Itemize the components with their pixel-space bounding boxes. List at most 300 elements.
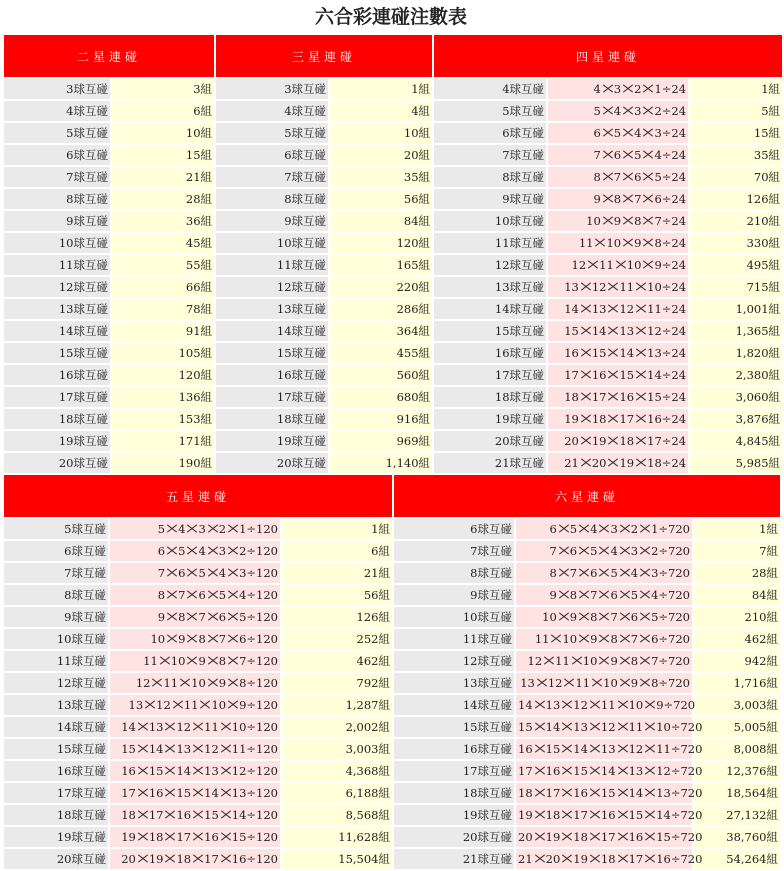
- five-star-count: 126組: [282, 607, 392, 629]
- six-star-balls: 21球互碰: [394, 849, 514, 871]
- six-star-formula: 7 6 5 4 3 2÷720: [516, 541, 692, 563]
- multiply-icon: [227, 612, 238, 622]
- table-row: [4, 629, 780, 651]
- multiply-icon: [164, 722, 175, 732]
- three-star-count: 969組: [330, 431, 432, 453]
- two-star-count: 78組: [112, 299, 214, 321]
- multiply-icon: [192, 766, 203, 776]
- five-star-balls: 13球互碰: [4, 695, 108, 717]
- table-row: [4, 189, 782, 211]
- five-star-count: 1,287組: [282, 695, 392, 717]
- table-row: [4, 167, 782, 189]
- four-star-balls: 13球互碰: [434, 277, 546, 299]
- five-star-count: 11,628組: [282, 827, 392, 849]
- multiply-icon: [192, 788, 203, 798]
- multiply-icon: [164, 854, 175, 864]
- five-star-formula: 9 8 7 6 5÷120: [110, 607, 280, 629]
- multiply-icon: [207, 634, 218, 644]
- multiply-icon: [534, 810, 545, 820]
- multiply-icon: [589, 810, 600, 820]
- two-star-balls: 10球互碰: [4, 233, 110, 255]
- table-row: [4, 145, 782, 167]
- four-star-balls: 5球互碰: [434, 101, 546, 123]
- two-star-count: 15組: [112, 145, 214, 167]
- multiply-icon: [644, 810, 655, 820]
- two-star-balls: 15球互碰: [4, 343, 110, 365]
- table-row: [4, 255, 782, 277]
- multiply-icon: [580, 304, 591, 314]
- four-star-formula: 14 13 12 11÷24: [548, 299, 688, 321]
- multiply-icon: [563, 678, 574, 688]
- six-star-formula: 11 10 9 8 7 6÷720: [516, 629, 692, 651]
- table-row: [4, 387, 782, 409]
- three-star-balls: 14球互碰: [216, 321, 328, 343]
- multiply-icon: [192, 854, 203, 864]
- six-star-balls: 16球互碰: [394, 739, 514, 761]
- four-star-formula: 7 6 5 4÷24: [548, 145, 688, 167]
- multiply-icon: [534, 832, 545, 842]
- multiply-icon: [642, 260, 653, 270]
- four-star-balls: 14球互碰: [434, 299, 546, 321]
- five-star-balls: 8球互碰: [4, 585, 108, 607]
- multiply-icon: [166, 568, 177, 578]
- multiply-icon: [561, 766, 572, 776]
- top-table-body: [4, 79, 782, 475]
- multiply-icon: [580, 348, 591, 358]
- multiply-icon: [598, 612, 609, 622]
- five-star-formula: 8 7 6 5 4÷120: [110, 585, 280, 607]
- multiply-icon: [607, 304, 618, 314]
- three-star-count: 10組: [330, 123, 432, 145]
- two-star-count: 55組: [112, 255, 214, 277]
- four-star-count: 330組: [690, 233, 782, 255]
- four-star-formula: 8 7 6 5÷24: [548, 167, 688, 189]
- four-star-formula: 17 16 15 14÷24: [548, 365, 688, 387]
- multiply-icon: [580, 436, 591, 446]
- table-row: [4, 101, 782, 123]
- multiply-icon: [186, 634, 197, 644]
- two-star-balls: 11球互碰: [4, 255, 110, 277]
- multiply-icon: [578, 546, 589, 556]
- two-star-balls: 18球互碰: [4, 409, 110, 431]
- multiply-icon: [164, 744, 175, 754]
- multiply-icon: [642, 238, 653, 248]
- table-row: [4, 695, 780, 717]
- multiply-icon: [607, 370, 618, 380]
- three-star-count: 1,140組: [330, 453, 432, 475]
- multiply-icon: [558, 524, 569, 534]
- multiply-icon: [598, 546, 609, 556]
- two-star-count: 10組: [112, 123, 214, 145]
- six-star-formula: 17 16 15 14 13 12÷720: [516, 761, 692, 783]
- multiply-icon: [602, 128, 613, 138]
- multiply-icon: [644, 722, 655, 732]
- table-row: [4, 717, 780, 739]
- six-star-balls: 20球互碰: [394, 827, 514, 849]
- multiply-icon: [619, 634, 630, 644]
- six-star-balls: 18球互碰: [394, 783, 514, 805]
- six-star-count: 28組: [694, 563, 780, 585]
- three-star-balls: 16球互碰: [216, 365, 328, 387]
- multiply-icon: [598, 524, 609, 534]
- four-star-count: 495組: [690, 255, 782, 277]
- multiply-icon: [558, 612, 569, 622]
- five-star-count: 8,568組: [282, 805, 392, 827]
- two-star-balls: 8球互碰: [4, 189, 110, 211]
- table-row: [4, 651, 780, 673]
- multiply-icon: [617, 810, 628, 820]
- six-star-count: 84組: [694, 585, 780, 607]
- five-star-balls: 12球互碰: [4, 673, 108, 695]
- multiply-icon: [561, 810, 572, 820]
- five-star-balls: 17球互碰: [4, 783, 108, 805]
- table-row: [4, 849, 780, 871]
- multiply-icon: [137, 810, 148, 820]
- multiply-icon: [619, 612, 630, 622]
- multiply-icon: [227, 656, 238, 666]
- multiply-icon: [207, 656, 218, 666]
- three-star-count: 35組: [330, 167, 432, 189]
- two-star-balls: 3球互碰: [4, 79, 110, 101]
- multiply-icon: [617, 744, 628, 754]
- six-star-formula: 16 15 14 13 12 11÷720: [516, 739, 692, 761]
- table-row: [4, 79, 782, 101]
- multiply-icon: [137, 766, 148, 776]
- multiply-icon: [227, 590, 238, 600]
- six-star-formula: 9 8 7 6 5 4÷720: [516, 585, 692, 607]
- multiply-icon: [622, 238, 633, 248]
- four-star-formula: 18 17 16 15÷24: [548, 387, 688, 409]
- multiply-icon: [166, 546, 177, 556]
- five-star-balls: 7球互碰: [4, 563, 108, 585]
- multiply-icon: [164, 810, 175, 820]
- five-star-balls: 10球互碰: [4, 629, 108, 651]
- multiply-icon: [607, 282, 618, 292]
- multiply-icon: [137, 854, 148, 864]
- multiply-icon: [207, 590, 218, 600]
- two-star-count: 153組: [112, 409, 214, 431]
- five-star-formula: 13 12 11 10 9÷120: [110, 695, 280, 717]
- multiply-icon: [207, 612, 218, 622]
- multiply-icon: [186, 524, 197, 534]
- six-star-formula: 15 14 13 12 11 10÷720: [516, 717, 692, 739]
- multiply-icon: [580, 458, 591, 468]
- multiply-icon: [137, 744, 148, 754]
- table-row: [4, 277, 782, 299]
- multiply-icon: [644, 744, 655, 754]
- five-star-balls: 14球互碰: [4, 717, 108, 739]
- multiply-icon: [602, 216, 613, 226]
- table-row: [4, 805, 780, 827]
- table-row: [4, 123, 782, 145]
- six-star-balls: 17球互碰: [394, 761, 514, 783]
- five-star-header: 五星連碰: [4, 475, 392, 519]
- multiply-icon: [534, 854, 545, 864]
- multiply-icon: [186, 568, 197, 578]
- four-star-balls: 15球互碰: [434, 321, 546, 343]
- multiply-icon: [622, 84, 633, 94]
- multiply-icon: [589, 854, 600, 864]
- multiply-icon: [644, 700, 655, 710]
- two-star-count: 171組: [112, 431, 214, 453]
- multiply-icon: [578, 612, 589, 622]
- two-star-balls: 6球互碰: [4, 145, 110, 167]
- multiply-icon: [220, 854, 231, 864]
- five-star-formula: 12 11 10 9 8÷120: [110, 673, 280, 695]
- four-star-balls: 18球互碰: [434, 387, 546, 409]
- multiply-icon: [166, 612, 177, 622]
- multiply-icon: [607, 458, 618, 468]
- multiply-icon: [589, 722, 600, 732]
- multiply-icon: [635, 392, 646, 402]
- multiply-icon: [587, 260, 598, 270]
- five-star-balls: 19球互碰: [4, 827, 108, 849]
- multiply-icon: [615, 260, 626, 270]
- table-row: [4, 585, 780, 607]
- five-star-count: 792組: [282, 673, 392, 695]
- six-star-count: 3,003組: [694, 695, 780, 717]
- three-star-count: 220組: [330, 277, 432, 299]
- multiply-icon: [558, 568, 569, 578]
- multiply-icon: [642, 84, 653, 94]
- three-star-balls: 18球互碰: [216, 409, 328, 431]
- multiply-icon: [617, 788, 628, 798]
- five-star-count: 15,504組: [282, 849, 392, 871]
- three-star-balls: 20球互碰: [216, 453, 328, 475]
- multiply-icon: [186, 590, 197, 600]
- table-row: [4, 827, 780, 849]
- multiply-icon: [644, 766, 655, 776]
- multiply-icon: [534, 700, 545, 710]
- multiply-icon: [635, 458, 646, 468]
- multiply-icon: [164, 832, 175, 842]
- six-star-balls: 12球互碰: [394, 651, 514, 673]
- four-star-formula: 5 4 3 2÷24: [548, 101, 688, 123]
- four-star-count: 210組: [690, 211, 782, 233]
- multiply-icon: [571, 656, 582, 666]
- five-star-formula: 14 13 12 11 10÷120: [110, 717, 280, 739]
- table-row: [4, 431, 782, 453]
- multiply-icon: [561, 832, 572, 842]
- table-row: [4, 541, 780, 563]
- four-star-balls: 16球互碰: [434, 343, 546, 365]
- five-star-balls: 15球互碰: [4, 739, 108, 761]
- four-star-header: 四星連碰: [434, 35, 782, 79]
- two-star-header: 二星連碰: [4, 35, 214, 79]
- three-star-count: 120組: [330, 233, 432, 255]
- multiply-icon: [144, 700, 155, 710]
- two-star-count: 21組: [112, 167, 214, 189]
- two-star-count: 36組: [112, 211, 214, 233]
- three-star-balls: 15球互碰: [216, 343, 328, 365]
- six-star-count: 210組: [694, 607, 780, 629]
- three-star-count: 84組: [330, 211, 432, 233]
- five-star-formula: 10 9 8 7 6÷120: [110, 629, 280, 651]
- multiply-icon: [151, 678, 162, 688]
- multiply-icon: [534, 788, 545, 798]
- three-star-balls: 6球互碰: [216, 145, 328, 167]
- six-star-balls: 6球互碰: [394, 519, 514, 541]
- six-star-count: 12,376組: [694, 761, 780, 783]
- multiply-icon: [137, 832, 148, 842]
- four-star-formula: 20 19 18 17÷24: [548, 431, 688, 453]
- four-star-count: 126組: [690, 189, 782, 211]
- five-star-count: 462組: [282, 651, 392, 673]
- four-star-count: 715組: [690, 277, 782, 299]
- page-title: 六合彩連碰注數表: [314, 6, 467, 28]
- multiply-icon: [589, 832, 600, 842]
- five-star-formula: 17 16 15 14 13÷120: [110, 783, 280, 805]
- multiply-icon: [227, 678, 238, 688]
- three-star-count: 455組: [330, 343, 432, 365]
- five-star-formula: 19 18 17 16 15÷120: [110, 827, 280, 849]
- two-star-balls: 20球互碰: [4, 453, 110, 475]
- multiply-icon: [617, 722, 628, 732]
- multiply-icon: [617, 700, 628, 710]
- four-star-formula: 12 11 10 9÷24: [548, 255, 688, 277]
- multiply-icon: [580, 370, 591, 380]
- multiply-icon: [227, 700, 238, 710]
- table-row: [4, 365, 782, 387]
- multiply-icon: [642, 150, 653, 160]
- table-row: [4, 409, 782, 431]
- six-star-header: 六星連碰: [394, 475, 780, 519]
- bottom-table-body: [4, 519, 780, 871]
- four-star-balls: 7球互碰: [434, 145, 546, 167]
- two-star-balls: 19球互碰: [4, 431, 110, 453]
- multiply-icon: [220, 722, 231, 732]
- multiply-icon: [159, 656, 170, 666]
- table-row: [4, 563, 780, 585]
- multiply-icon: [607, 414, 618, 424]
- multiply-icon: [192, 810, 203, 820]
- multiply-icon: [561, 854, 572, 864]
- multiply-icon: [617, 832, 628, 842]
- multiply-icon: [635, 414, 646, 424]
- four-star-count: 1,365組: [690, 321, 782, 343]
- multiply-icon: [617, 766, 628, 776]
- multiply-icon: [534, 744, 545, 754]
- three-star-balls: 7球互碰: [216, 167, 328, 189]
- multiply-icon: [598, 590, 609, 600]
- multiply-icon: [227, 524, 238, 534]
- five-star-balls: 16球互碰: [4, 761, 108, 783]
- four-star-balls: 21球互碰: [434, 453, 546, 475]
- four-star-balls: 10球互碰: [434, 211, 546, 233]
- multiply-icon: [186, 612, 197, 622]
- four-star-count: 5,985組: [690, 453, 782, 475]
- multiply-icon: [607, 436, 618, 446]
- four-star-count: 5組: [690, 101, 782, 123]
- five-star-formula: 20 19 18 17 16÷120: [110, 849, 280, 871]
- six-star-balls: 11球互碰: [394, 629, 514, 651]
- two-star-balls: 17球互碰: [4, 387, 110, 409]
- five-star-count: 2,002組: [282, 717, 392, 739]
- three-star-count: 560組: [330, 365, 432, 387]
- multiply-icon: [639, 546, 650, 556]
- four-star-formula: 13 12 11 10÷24: [548, 277, 688, 299]
- table-row: [4, 211, 782, 233]
- multiply-icon: [207, 524, 218, 534]
- multiply-icon: [589, 766, 600, 776]
- multiply-icon: [635, 436, 646, 446]
- four-star-balls: 11球互碰: [434, 233, 546, 255]
- six-star-balls: 7球互碰: [394, 541, 514, 563]
- five-star-formula: 11 10 9 8 7÷120: [110, 651, 280, 673]
- four-star-balls: 9球互碰: [434, 189, 546, 211]
- multiply-icon: [642, 106, 653, 116]
- two-star-count: 3組: [112, 79, 214, 101]
- multiply-icon: [619, 546, 630, 556]
- three-star-count: 364組: [330, 321, 432, 343]
- multiply-icon: [602, 172, 613, 182]
- two-star-balls: 13球互碰: [4, 299, 110, 321]
- two-star-balls: 7球互碰: [4, 167, 110, 189]
- three-star-count: 165組: [330, 255, 432, 277]
- multiply-icon: [192, 832, 203, 842]
- multiply-icon: [635, 326, 646, 336]
- four-star-balls: 20球互碰: [434, 431, 546, 453]
- multiply-icon: [622, 106, 633, 116]
- six-star-balls: 8球互碰: [394, 563, 514, 585]
- three-star-balls: 12球互碰: [216, 277, 328, 299]
- multiply-icon: [137, 788, 148, 798]
- multiply-icon: [602, 150, 613, 160]
- table-row: [4, 343, 782, 365]
- two-star-count: 190組: [112, 453, 214, 475]
- multiply-icon: [580, 282, 591, 292]
- five-star-balls: 20球互碰: [4, 849, 108, 871]
- bottom-table: [2, 475, 782, 871]
- multiply-icon: [602, 106, 613, 116]
- bottom-table-section: [2, 475, 780, 871]
- multiply-icon: [578, 590, 589, 600]
- six-star-count: 462組: [694, 629, 780, 651]
- three-star-count: 56組: [330, 189, 432, 211]
- multiply-icon: [578, 524, 589, 534]
- five-star-count: 21組: [282, 563, 392, 585]
- multiply-icon: [166, 590, 177, 600]
- multiply-icon: [227, 634, 238, 644]
- table-row: [4, 453, 782, 475]
- multiply-icon: [607, 348, 618, 358]
- four-star-formula: 4 3 2 1÷24: [548, 79, 688, 101]
- multiply-icon: [622, 216, 633, 226]
- table-row: [4, 761, 780, 783]
- five-star-balls: 18球互碰: [4, 805, 108, 827]
- multiply-icon: [220, 788, 231, 798]
- table-row: [4, 739, 780, 761]
- three-star-balls: 10球互碰: [216, 233, 328, 255]
- four-star-formula: 6 5 4 3÷24: [548, 123, 688, 145]
- multiply-icon: [598, 656, 609, 666]
- multiply-icon: [580, 414, 591, 424]
- two-star-balls: 16球互碰: [4, 365, 110, 387]
- three-star-balls: 3球互碰: [216, 79, 328, 101]
- multiply-icon: [602, 194, 613, 204]
- two-star-count: 6組: [112, 101, 214, 123]
- multiply-icon: [172, 700, 183, 710]
- multiply-icon: [639, 568, 650, 578]
- top-table-section: [2, 35, 780, 475]
- two-star-balls: 5球互碰: [4, 123, 110, 145]
- multiply-icon: [207, 678, 218, 688]
- multiply-icon: [578, 568, 589, 578]
- multiply-icon: [580, 326, 591, 336]
- multiply-icon: [617, 854, 628, 864]
- multiply-icon: [227, 568, 238, 578]
- two-star-count: 105組: [112, 343, 214, 365]
